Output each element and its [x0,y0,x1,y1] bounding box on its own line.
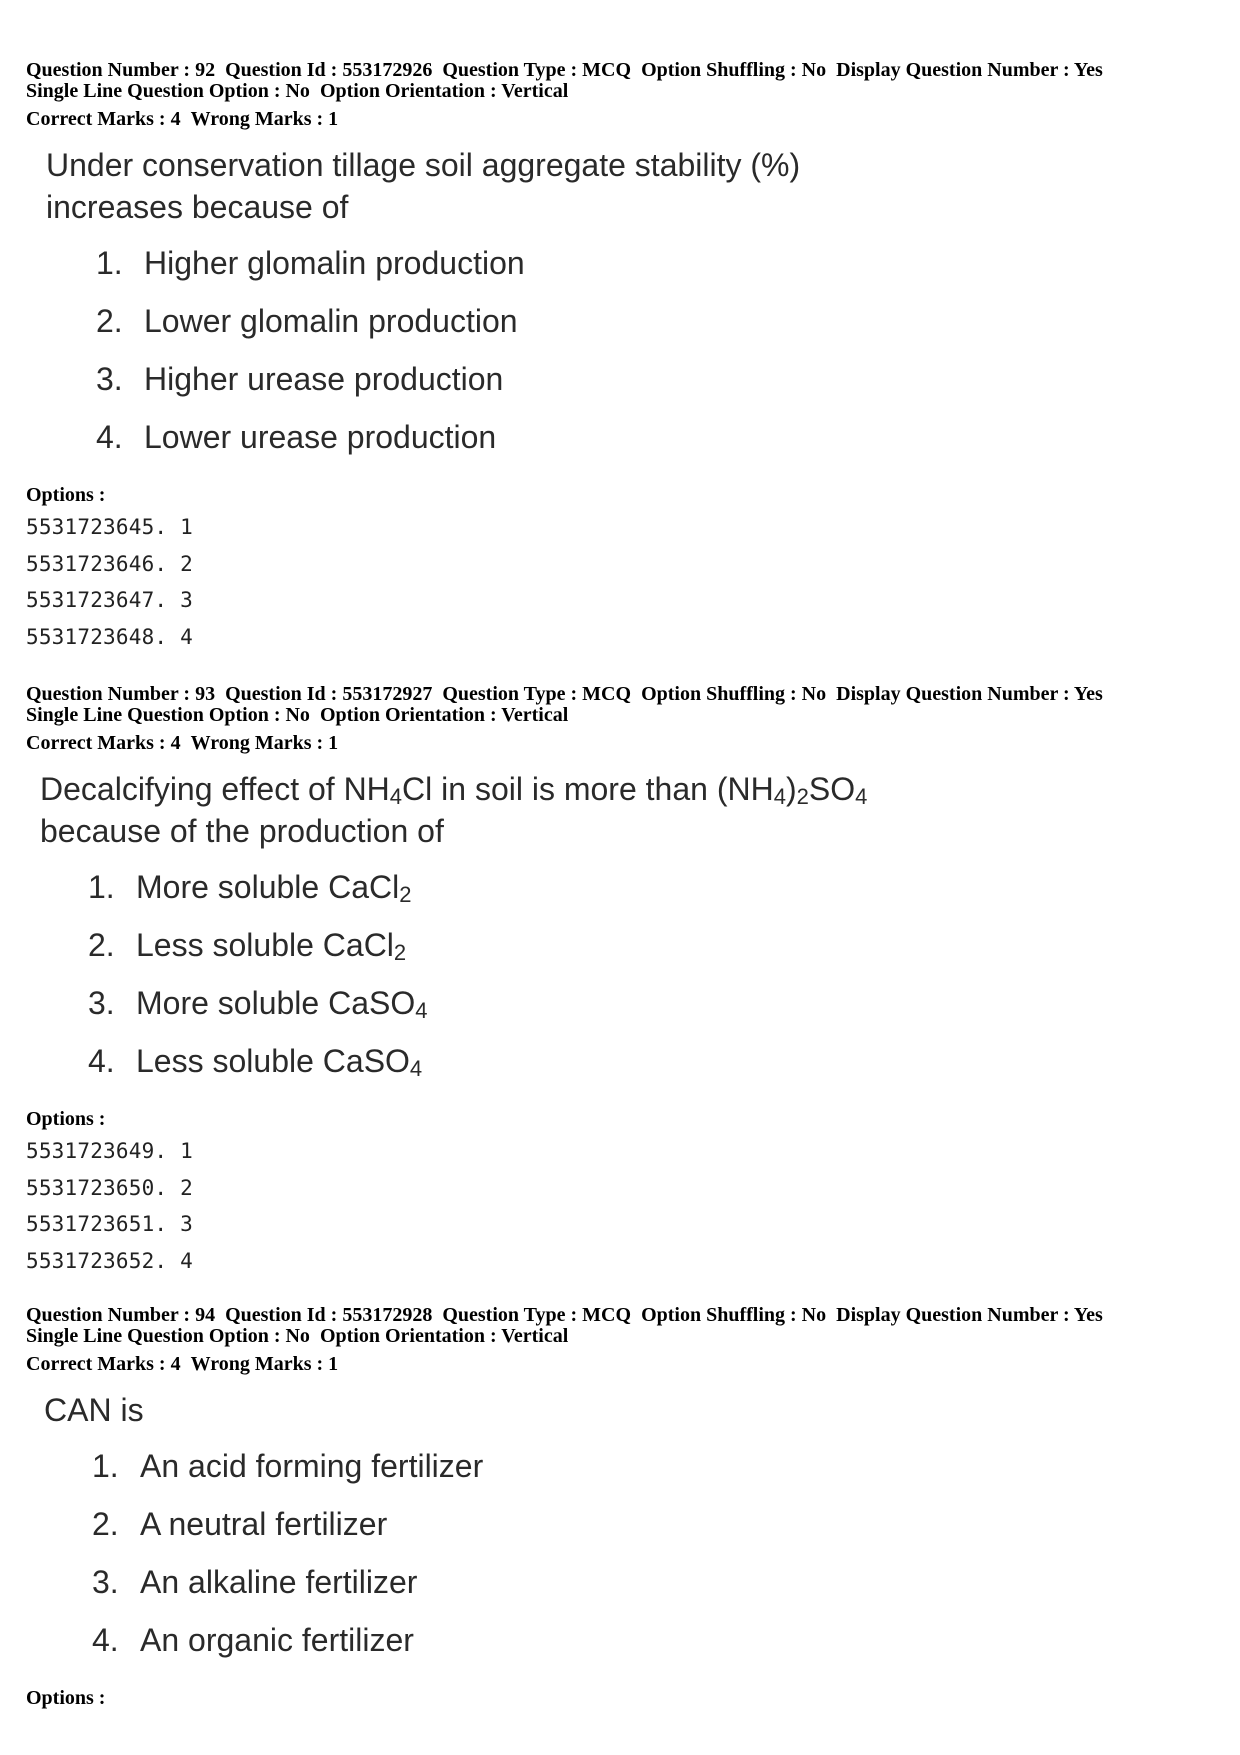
choice-item [96,360,1216,418]
wrong-marks: Wrong Marks : 1 [190,732,339,754]
marks-line [26,109,1216,130]
choice-text: Less soluble CaSO [136,1043,410,1079]
choice-item [96,418,1216,476]
option-shuffling: Option Shuffling : No [641,683,827,705]
question-93 [26,684,1216,1282]
choice-text: An acid forming fertilizer [140,1448,484,1484]
choice-number: 3. [88,985,115,1021]
question-number: Question Number : 93 [26,683,216,705]
choice-item [88,868,1216,926]
option-id: 5531723649. 1 [26,1139,193,1163]
subscript: 4 [389,784,403,809]
question-94 [26,1305,1216,1709]
single-line-option: Single Line Question Option : No [26,704,310,726]
question-content [26,144,1216,476]
choice-text: A neutral fertilizer [140,1506,388,1542]
choice-item [92,1505,1216,1563]
question-type: Question Type : MCQ [442,59,632,81]
wrong-marks: Wrong Marks : 1 [190,1353,339,1375]
choice-item [92,1447,1216,1505]
question-meta [26,684,1216,705]
choice-number: 1. [88,869,115,905]
question-meta-2 [26,81,1216,102]
display-question-number: Display Question Number : Yes [836,59,1103,81]
option-shuffling: Option Shuffling : No [641,1304,827,1326]
marks-line [26,733,1216,754]
option-id: 5531723645. 1 [26,515,193,539]
option-id: 5531723651. 3 [26,1212,193,1236]
choice-number: 4. [96,419,123,455]
options-label: Options : [26,1687,106,1709]
option-id-list [26,512,1216,658]
choice-text: Lower glomalin production [144,303,518,339]
display-question-number: Display Question Number : Yes [836,683,1103,705]
subscript: 2 [796,784,809,809]
choice-text: Higher urease production [144,361,504,397]
choice-item [88,926,1216,984]
options-label: Options : [26,1108,106,1130]
choice-number: 2. [96,303,123,339]
choice-text: An organic fertilizer [140,1622,414,1658]
stem-text: Decalcifying effect of NH [40,771,390,807]
choice-item [88,1042,1216,1100]
choice-number: 1. [92,1448,119,1484]
wrong-marks: Wrong Marks : 1 [190,108,339,130]
option-id: 5531723650. 2 [26,1175,193,1200]
display-question-number: Display Question Number : Yes [836,1304,1103,1326]
choice-number: 1. [96,245,123,281]
stem-text: Cl in soil is more than (NH [402,771,774,807]
choice-number: 3. [92,1564,119,1600]
choice-number: 2. [92,1506,119,1542]
choice-number: 4. [88,1043,115,1079]
option-orientation: Option Orientation : Vertical [319,80,569,102]
question-stem-line: Under conservation tillage soil aggregate stability (%) [46,147,801,183]
stem-text: ) [785,771,797,807]
question-stem-line: CAN is [44,1392,144,1428]
choice-text: An alkaline fertilizer [140,1564,418,1600]
question-number: Question Number : 94 [26,1304,216,1326]
question-stem-line [26,768,1216,810]
choice-text: Higher glomalin production [144,245,525,281]
option-shuffling: Option Shuffling : No [641,59,827,81]
option-id: 5531723647. 3 [26,588,193,612]
choice-text: Less soluble CaCl [136,927,394,963]
choice-item [92,1621,1216,1679]
marks-line [26,1354,1216,1375]
option-orientation: Option Orientation : Vertical [319,704,569,726]
question-id: Question Id : 553172927 [225,683,433,705]
choice-number: 3. [96,361,123,397]
choice-item [92,1563,1216,1621]
question-meta [26,60,1216,81]
choice-item [96,244,1216,302]
question-meta-2 [26,705,1216,726]
question-type: Question Type : MCQ [442,1304,632,1326]
stem-text: SO [808,771,856,807]
choice-text: Lower urease production [144,419,497,455]
subscript: 4 [773,784,786,809]
subscript: 2 [393,940,407,965]
subscript: 4 [415,998,428,1023]
choice-item [96,302,1216,360]
question-content [26,1389,1216,1679]
subscript: 4 [855,784,868,809]
option-id: 5531723648. 4 [26,624,193,649]
question-type: Question Type : MCQ [442,683,632,705]
question-meta-2 [26,1326,1216,1347]
question-stem-line: increases because of [46,189,349,225]
choice-list [26,1447,1216,1679]
option-id: 5531723652. 4 [26,1248,193,1273]
choice-item [88,984,1216,1042]
single-line-option: Single Line Question Option : No [26,80,310,102]
choice-number: 4. [92,1622,119,1658]
question-meta [26,1305,1216,1326]
question-content [26,768,1216,1100]
correct-marks: Correct Marks : 4 [26,732,181,754]
subscript: 4 [409,1056,423,1081]
choice-text: More soluble CaSO [136,985,416,1021]
option-id-list [26,1136,1216,1282]
choice-list [26,244,1216,476]
choice-number: 2. [88,927,115,963]
option-id: 5531723646. 2 [26,551,193,576]
choice-list [26,868,1216,1100]
correct-marks: Correct Marks : 4 [26,108,181,130]
question-number: Question Number : 92 [26,59,216,81]
choice-text: More soluble CaCl [136,869,400,905]
question-id: Question Id : 553172926 [225,59,433,81]
question-stem-line: because of the production of [40,813,444,849]
question-92 [26,60,1216,658]
single-line-option: Single Line Question Option : No [26,1325,310,1347]
correct-marks: Correct Marks : 4 [26,1353,181,1375]
options-label: Options : [26,484,106,506]
option-orientation: Option Orientation : Vertical [319,1325,569,1347]
subscript: 2 [399,882,412,907]
question-id: Question Id : 553172928 [225,1304,433,1326]
